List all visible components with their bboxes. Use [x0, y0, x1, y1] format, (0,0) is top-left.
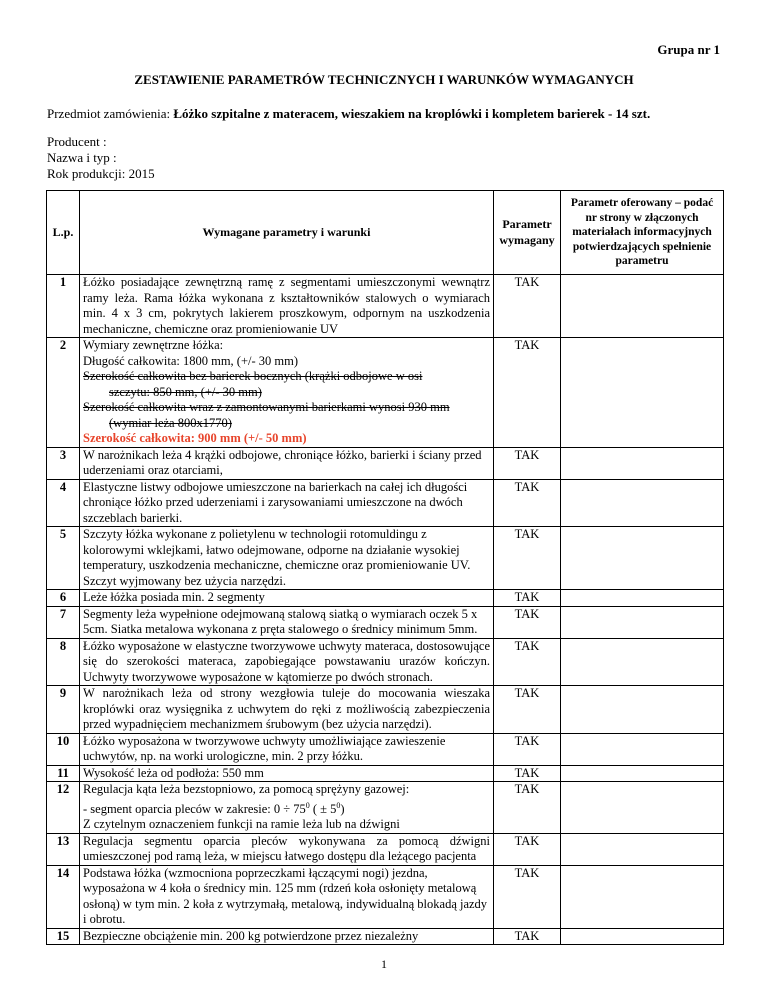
- row-required: TAK: [494, 928, 561, 945]
- row-required: TAK: [494, 606, 561, 638]
- row-text: Regulacja segmentu oparcia pleców wykonywana za pomocą dźwigni umieszczonej pod ramą leża, w miejscu łatwego dostępu dla leżącego pacjenta: [80, 833, 494, 865]
- row-text: Leże łóżka posiada min. 2 segmenty: [80, 590, 494, 607]
- row-lp: 7: [47, 606, 80, 638]
- col-header-lp: L.p.: [47, 191, 80, 275]
- row-text: W narożnikach leża 4 krążki odbojowe, chroniące łóżko, barierki i ściany przed uderzeniami oraz otarciami,: [80, 447, 494, 479]
- angle-close-text: ): [340, 801, 345, 816]
- angle-tolerance-text: ( ± 5: [309, 801, 337, 816]
- row-offered[interactable]: [561, 638, 724, 686]
- row-required: TAK: [494, 833, 561, 865]
- row-offered[interactable]: [561, 275, 724, 338]
- document-title: ZESTAWIENIE PARAMETRÓW TECHNICZNYCH I WARUNKÓW WYMAGANYCH: [134, 72, 634, 87]
- row-lp: 3: [47, 447, 80, 479]
- struck-width-line: Szerokość całkowita bez barierek bocznych (krążki odbojowe w osi: [83, 369, 423, 383]
- table-row: [47, 638, 724, 686]
- table-row: [47, 865, 724, 928]
- row-lp: 5: [47, 527, 80, 590]
- row-offered[interactable]: [561, 447, 724, 479]
- row-offered[interactable]: [561, 833, 724, 865]
- row-required: TAK: [494, 275, 561, 338]
- angle-range-line: [83, 798, 490, 818]
- table-row: [47, 479, 724, 527]
- table-row: [47, 447, 724, 479]
- revised-width-line: Szerokość całkowita: 900 mm (+/- 50 mm): [83, 431, 307, 445]
- row-text: Szczyty łóżka wykonane z polietylenu w technologii rotomuldingu z kolorowymi wklejkami, łatwo odejmowane, odporne na działanie wysokiej temperatury, uszkodzenia mechaniczne, chemiczne oraz promieniowanie UV. Szczyt wyjmowany bez użycia narzędzi.: [80, 527, 494, 590]
- row-lp: 10: [47, 733, 80, 765]
- row-lp: 6: [47, 590, 80, 607]
- table-header-row: [47, 191, 724, 275]
- table-row: [47, 833, 724, 865]
- subject-label: Przedmiot zamówienia:: [47, 106, 174, 121]
- row-required: TAK: [494, 782, 561, 834]
- degree-sup: 0: [305, 800, 310, 810]
- row-text-dimensions: [80, 338, 494, 448]
- table-row: [47, 782, 724, 834]
- row-lp: 2: [47, 338, 80, 448]
- order-subject: [47, 106, 650, 122]
- row-required: TAK: [494, 527, 561, 590]
- row-lp: 9: [47, 686, 80, 734]
- col-header-required: Parametr wymagany: [494, 191, 561, 275]
- row-offered[interactable]: [561, 606, 724, 638]
- row-text-angle: [80, 782, 494, 834]
- row-required: TAK: [494, 338, 561, 448]
- row-text: Wysokość leża od podłoża: 550 mm: [80, 765, 494, 782]
- row-offered[interactable]: [561, 928, 724, 945]
- table-row: [47, 686, 724, 734]
- row-required: TAK: [494, 765, 561, 782]
- angle-line: Regulacja kąta leża bezstopniowo, za pomocą sprężyny gazowej:: [83, 782, 410, 796]
- producer-field: Producent :: [47, 134, 107, 149]
- row-required: TAK: [494, 638, 561, 686]
- row-lp: 15: [47, 928, 80, 945]
- dimensions-line: Wymiary zewnętrzne łóżka:: [83, 338, 224, 352]
- struck-width-line: (wymiar leża 800x1770): [109, 415, 232, 430]
- table-row: [47, 765, 724, 782]
- row-required: TAK: [494, 479, 561, 527]
- group-label: Grupa nr 1: [657, 42, 720, 57]
- row-text: Elastyczne listwy odbojowe umieszczone na barierkach na całej ich długości chroniące łóżko przed uderzeniami i zarysowaniami umieszczone na dwóch szczeblach barierki.: [80, 479, 494, 527]
- row-lp: 11: [47, 765, 80, 782]
- row-offered[interactable]: [561, 733, 724, 765]
- row-text: Segmenty leża wypełnione odejmowaną stalową siatką o wymiarach oczek 5 x 5cm. Siatka metalowa wykonana z pręta stalowego o średnicy minimum 5mm.: [80, 606, 494, 638]
- row-offered[interactable]: [561, 782, 724, 834]
- table-row: [47, 606, 724, 638]
- col-header-offered: Parametr oferowany – podać nr strony w złączonych materiałach informacyjnych potwierdzających spełnienie parametru: [561, 191, 724, 275]
- length-line: Długość całkowita: 1800 mm, (+/- 30 mm): [83, 353, 299, 368]
- row-text: Łóżko posiadające zewnętrzną ramę z segmentami umieszczonymi wewnątrz ramy leża. Rama łóżka wykonana z kształtowników stalowych o wymiarach min. 4 x 3 cm, pokrytych lakierem proszkowym, odpornym na uszkodzenia mechaniczne, chemiczne oraz promieniowanie UV: [80, 275, 494, 338]
- row-text: Bezpieczne obciążenie min. 200 kg potwierdzone przez niezależny: [80, 928, 494, 945]
- angle-marking-line: Z czytelnym oznaczeniem funkcji na ramie leża lub na dźwigni: [83, 817, 400, 832]
- row-required: TAK: [494, 447, 561, 479]
- row-lp: 1: [47, 275, 80, 338]
- col-header-params: Wymagane parametry i warunki: [80, 191, 494, 275]
- table-row: [47, 338, 724, 448]
- row-offered[interactable]: [561, 590, 724, 607]
- parameters-table: [46, 190, 724, 945]
- row-offered[interactable]: [561, 338, 724, 448]
- table-row: [47, 275, 724, 338]
- row-offered[interactable]: [561, 865, 724, 928]
- row-lp: 4: [47, 479, 80, 527]
- table-row: [47, 527, 724, 590]
- row-required: TAK: [494, 865, 561, 928]
- table-row: [47, 733, 724, 765]
- row-required: TAK: [494, 590, 561, 607]
- struck-width-line: Szerokość całkowita wraz z zamontowanymi barierkami wynosi 930 mm: [83, 400, 450, 414]
- row-text: W narożnikach leża od strony wezgłowia tuleje do mocowania wieszaka kroplówki oraz wysięgnika z uchwytem do ręki z możliwością zabezpieczenia przed wypadnięciem mechanizmem śrubowym (bez użycia narzędzi).: [80, 686, 494, 734]
- subject-value: Łóżko szpitalne z materacem, wieszakiem na kroplówki i kompletem barierek - 14 szt.: [173, 106, 651, 121]
- row-offered[interactable]: [561, 765, 724, 782]
- table-row: [47, 928, 724, 945]
- row-required: TAK: [494, 686, 561, 734]
- row-offered[interactable]: [561, 686, 724, 734]
- row-lp: 14: [47, 865, 80, 928]
- degree-sup: 0: [336, 800, 341, 810]
- angle-range-text: - segment oparcia pleców w zakresie: 0 ÷ 75: [83, 801, 306, 816]
- struck-width-line: szczytu: 850 mm, (+/- 30 mm): [109, 384, 262, 399]
- row-lp: 12: [47, 782, 80, 834]
- row-text: Łóżko wyposażona w tworzywowe uchwyty umożliwiające zawieszenie uchwytów, np. na worki urologiczne, min. 2 przy łóżku.: [80, 733, 494, 765]
- row-offered[interactable]: [561, 479, 724, 527]
- row-lp: 8: [47, 638, 80, 686]
- row-text: Podstawa łóżka (wzmocniona poprzeczkami łączącymi nogi) jezdna, wyposażona w 4 koła o średnicy min. 125 mm (rdzeń koła osłonięty metalową osłoną) w tym min. 2 koła z wytrzymałą, metalową, indywidualną blokadą jazdy i obrotu.: [80, 865, 494, 928]
- product-meta: [47, 134, 155, 182]
- table-row: [47, 590, 724, 607]
- production-year-field: Rok produkcji: 2015: [47, 166, 155, 181]
- name-type-field: Nazwa i typ :: [47, 150, 117, 165]
- row-offered[interactable]: [561, 527, 724, 590]
- row-lp: 13: [47, 833, 80, 865]
- row-required: TAK: [494, 733, 561, 765]
- row-text: Łóżko wyposażone w elastyczne tworzywowe uchwyty materaca, dostosowujące się do szerokości materaca, zapobiegające powstawaniu urazów kończyn. Uchwyty tworzywowe wyposażone w kątomierze po dwóch stronach.: [80, 638, 494, 686]
- page-number: 1: [381, 957, 387, 971]
